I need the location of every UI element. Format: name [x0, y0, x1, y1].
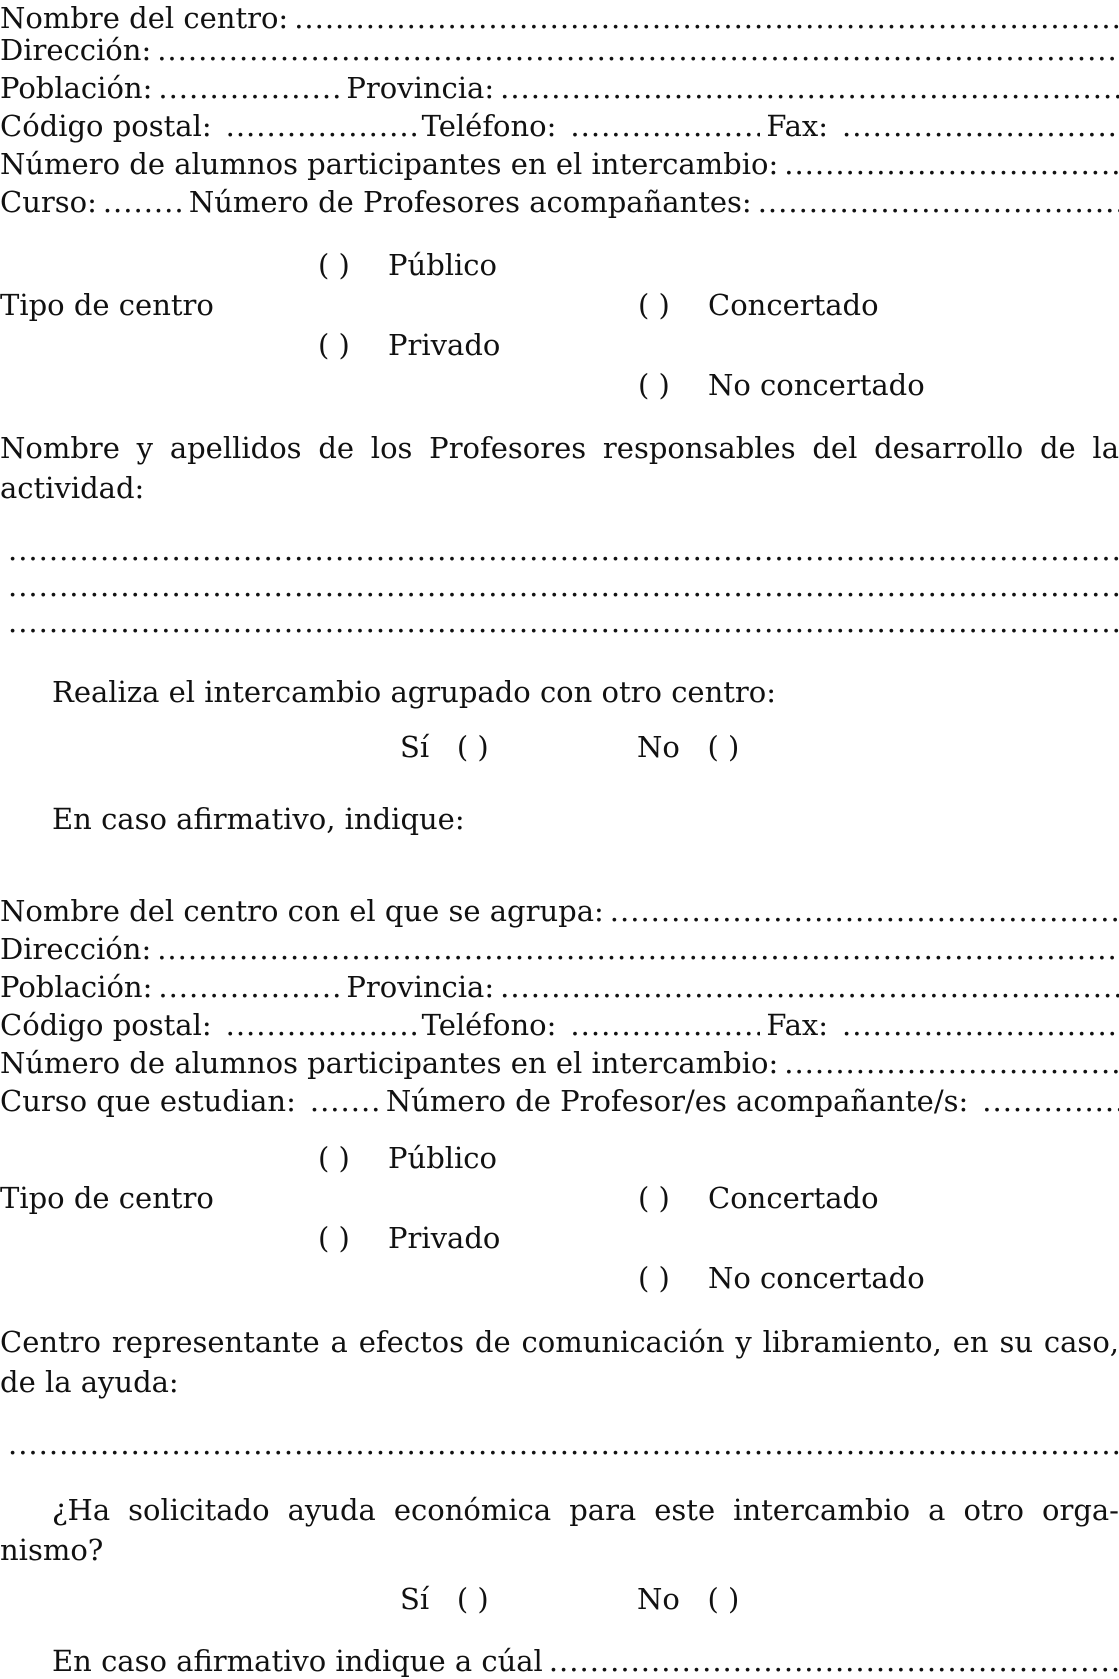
profesores-line-3[interactable] — [8, 604, 1119, 640]
centro-telefono-label: Teléfono: — [421, 109, 557, 143]
representante-text: Centro representante a efectos de comunicación y libramiento, en su caso, de la ayuda: — [0, 1325, 1119, 1399]
agrupa-alumnos-label: Número de alumnos participantes en el intercambio: — [0, 1046, 779, 1080]
centro-nombre-field[interactable] — [294, 0, 1119, 36]
agrupa-telefono-label: Teléfono: — [421, 1008, 557, 1042]
centro-poblacion-label: Población: — [0, 71, 153, 105]
ayuda-si-option[interactable] — [400, 1581, 489, 1617]
centro-direccion-field[interactable] — [157, 32, 1119, 68]
tipo1-no-concertado-option[interactable] — [638, 367, 925, 403]
agrupado-si-label: Sí — [400, 730, 430, 764]
centro-telefono-field[interactable] — [570, 108, 760, 144]
tipo2-concertado-option[interactable] — [638, 1180, 879, 1216]
tipo2-concertado-checkbox[interactable]: ( ) — [638, 1181, 670, 1215]
tipo2-publico-label: Público — [388, 1141, 498, 1175]
ayuda-si-checkbox[interactable]: ( ) — [456, 1582, 489, 1616]
centro-poblacion-row — [0, 70, 1119, 106]
tipo1-concertado-checkbox[interactable]: ( ) — [638, 288, 670, 322]
centro-curso-label: Curso: — [0, 185, 97, 219]
centro-cp-row — [0, 108, 1119, 144]
agrupa-telefono-field[interactable] — [570, 1007, 760, 1043]
agrupa-poblacion-field[interactable] — [158, 969, 340, 1005]
ayuda-cual-row — [52, 1643, 1119, 1679]
centro-fax-label: Fax: — [766, 109, 828, 143]
tipo2-label: Tipo de centro — [0, 1181, 214, 1215]
centro-fax-field[interactable] — [842, 108, 1119, 144]
agrupa-curso-label: Curso que estudian: — [0, 1084, 296, 1118]
centro-direccion-label: Dirección: — [0, 33, 152, 67]
agrupa-cp-row — [0, 1007, 1119, 1043]
ayuda-no-label: No — [637, 1582, 680, 1616]
agrupado-si-option[interactable] — [400, 729, 489, 765]
agrupado-no-label: No — [637, 730, 680, 764]
agrupa-cp-label: Código postal: — [0, 1008, 212, 1042]
centro-profesores-label: Número de Profesores acompañantes: — [188, 185, 752, 219]
agrupa-fax-field[interactable] — [842, 1007, 1119, 1043]
ayuda-pregunta: ¿Ha solicitado ayuda económica para este intercambio a otro orga-nismo? — [0, 1493, 1119, 1567]
tipo2-no-concertado-checkbox[interactable]: ( ) — [638, 1261, 670, 1295]
centro-curso-field[interactable] — [103, 184, 183, 220]
agrupa-profesores-label: Número de Profesor/es acompañante/s: — [385, 1084, 969, 1118]
agrupado-pregunta: Realiza el intercambio agrupado con otro centro: — [52, 675, 777, 709]
profesores-line-2[interactable] — [8, 568, 1119, 604]
agrupa-fax-label: Fax: — [766, 1008, 828, 1042]
centro-nombre-row — [0, 0, 1119, 36]
agrupa-nombre-field[interactable] — [610, 893, 1119, 929]
centro-curso-row — [0, 184, 1119, 220]
centro-provincia-field[interactable] — [500, 70, 1119, 106]
ayuda-cual-field[interactable] — [549, 1643, 1119, 1679]
centro-alumnos-row — [0, 146, 1119, 182]
ayuda-cual-label: En caso afirmativo indique a cúal — [52, 1644, 543, 1678]
tipo1-label: Tipo de centro — [0, 288, 214, 322]
representante-line[interactable] — [8, 1426, 1119, 1462]
tipo1-publico-checkbox[interactable]: ( ) — [318, 248, 350, 282]
agrupa-poblacion-row — [0, 969, 1119, 1005]
agrupa-nombre-label: Nombre del centro con el que se agrupa: — [0, 894, 604, 928]
agrupa-provincia-field[interactable] — [500, 969, 1119, 1005]
tipo2-no-concertado-label: No concertado — [708, 1261, 925, 1295]
tipo1-concertado-label: Concertado — [708, 288, 879, 322]
agrupa-curso-row — [0, 1083, 1119, 1119]
tipo1-privado-checkbox[interactable]: ( ) — [318, 328, 350, 362]
profesores-line-1[interactable] — [8, 532, 1119, 568]
tipo2-privado-checkbox[interactable]: ( ) — [318, 1221, 350, 1255]
agrupa-direccion-label: Dirección: — [0, 932, 152, 966]
tipo2-no-concertado-option[interactable] — [638, 1260, 925, 1296]
tipo1-no-concertado-label: No concertado — [708, 368, 925, 402]
ayuda-no-option[interactable] — [637, 1581, 739, 1617]
centro-provincia-label: Provincia: — [346, 71, 495, 105]
ayuda-si-label: Sí — [400, 1582, 430, 1616]
agrupa-provincia-label: Provincia: — [346, 970, 495, 1004]
agrupa-alumnos-field[interactable] — [784, 1045, 1119, 1081]
agrupado-si-checkbox[interactable]: ( ) — [456, 730, 489, 764]
agrupado-afirmativo: En caso afirmativo, indique: — [52, 802, 465, 836]
agrupa-poblacion-label: Población: — [0, 970, 153, 1004]
centro-profesores-field[interactable] — [758, 184, 1119, 220]
tipo2-privado-option[interactable] — [318, 1220, 500, 1256]
centro-direccion-row — [0, 32, 1119, 68]
agrupado-no-checkbox[interactable]: ( ) — [707, 730, 740, 764]
profesores-responsables-text: Nombre y apellidos de los Profesores responsables del desarrollo de la actividad: — [0, 431, 1119, 505]
centro-nombre-label: Nombre del centro: — [0, 1, 289, 35]
agrupa-direccion-row — [0, 931, 1119, 967]
agrupado-no-option[interactable] — [637, 729, 739, 765]
centro-alumnos-field[interactable] — [784, 146, 1119, 182]
centro-alumnos-label: Número de alumnos participantes en el intercambio: — [0, 147, 779, 181]
ayuda-no-checkbox[interactable]: ( ) — [707, 1582, 740, 1616]
tipo1-privado-option[interactable] — [318, 327, 500, 363]
centro-cp-label: Código postal: — [0, 109, 212, 143]
tipo2-publico-option[interactable] — [318, 1140, 497, 1176]
agrupa-curso-field[interactable] — [310, 1083, 380, 1119]
centro-cp-field[interactable] — [226, 108, 416, 144]
tipo2-publico-checkbox[interactable]: ( ) — [318, 1141, 350, 1175]
tipo2-concertado-label: Concertado — [708, 1181, 879, 1215]
tipo1-privado-label: Privado — [388, 328, 501, 362]
agrupa-direccion-field[interactable] — [157, 931, 1119, 967]
tipo2-privado-label: Privado — [388, 1221, 501, 1255]
agrupa-alumnos-row — [0, 1045, 1119, 1081]
tipo1-publico-option[interactable] — [318, 247, 497, 283]
tipo1-no-concertado-checkbox[interactable]: ( ) — [638, 368, 670, 402]
tipo1-publico-label: Público — [388, 248, 498, 282]
tipo1-concertado-option[interactable] — [638, 287, 879, 323]
agrupa-profesores-field[interactable] — [982, 1083, 1119, 1119]
centro-poblacion-field[interactable] — [158, 70, 340, 106]
agrupa-nombre-row — [0, 893, 1119, 929]
agrupa-cp-field[interactable] — [226, 1007, 416, 1043]
